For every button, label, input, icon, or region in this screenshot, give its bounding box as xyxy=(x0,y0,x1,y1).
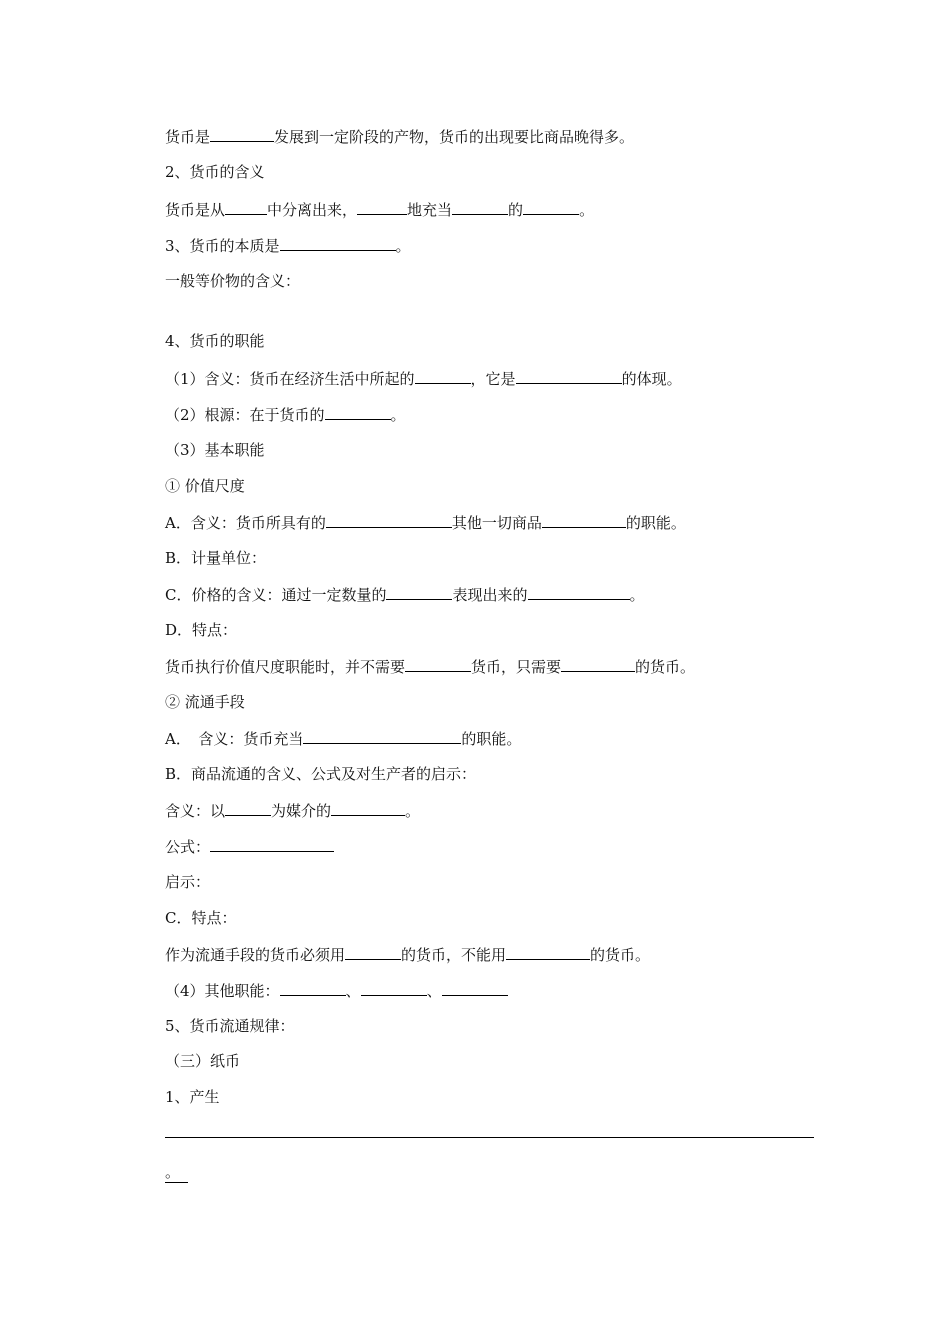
text-line-unit-of-account: B．计量单位： xyxy=(165,549,267,567)
fill-blank[interactable] xyxy=(442,978,508,996)
heading-basic-functions: （3）基本职能 xyxy=(165,441,265,459)
text-line-function-source: （2）根源：在于货币的 。 xyxy=(165,402,406,426)
text-line-circulation-law: 5、货币流通规律： xyxy=(165,1017,295,1035)
fill-blank[interactable] xyxy=(210,124,274,142)
fill-blank[interactable] xyxy=(561,654,635,672)
fill-blank[interactable] xyxy=(506,942,590,960)
text-line-commodity-circulation: B．商品流通的含义、公式及对生产者的启示： xyxy=(165,765,477,783)
text-line-money-essence: 3、货币的本质是 。 xyxy=(165,233,411,257)
fill-blank[interactable] xyxy=(325,402,391,420)
text-line-origin: 1、产生 xyxy=(165,1088,220,1106)
heading-paper-money: （三）纸币 xyxy=(165,1052,241,1070)
fill-blank[interactable] xyxy=(225,197,267,215)
text-line-formula: 公式： xyxy=(165,834,334,858)
fill-blank[interactable] xyxy=(280,978,346,996)
text-line-other-functions: （4）其他职能： 、 、 xyxy=(165,978,508,1002)
text-line-value-measure-meaning: A．含义：货币所具有的 其他一切商品 的职能。 xyxy=(165,510,686,534)
fill-blank[interactable] xyxy=(210,834,334,852)
fill-blank[interactable] xyxy=(386,582,452,600)
fill-blank[interactable] xyxy=(225,798,271,816)
text-line-value-measure-feature: 货币执行价值尺度职能时，并不需要 货币，只需要 的货币。 xyxy=(165,654,695,678)
fill-blank[interactable] xyxy=(405,654,471,672)
fill-blank[interactable] xyxy=(331,798,405,816)
answer-line[interactable] xyxy=(165,1137,814,1138)
text-line-circulation-definition: 含义：以 为媒介的 。 xyxy=(165,798,420,822)
fill-blank[interactable] xyxy=(357,197,407,215)
text-line-price-meaning: C．价格的含义：通过一定数量的 表现出来的 。 xyxy=(165,582,645,606)
fill-blank[interactable] xyxy=(280,233,396,251)
fill-blank[interactable] xyxy=(528,582,630,600)
text-line-money-origin: 货币是 发展到一定阶段的产物，货币的出现要比商品晚得多。 xyxy=(165,124,634,148)
fill-blank[interactable] xyxy=(303,726,461,744)
text-line-equivalent-meaning: 一般等价物的含义： xyxy=(165,272,301,290)
text-line-features-c: C．特点： xyxy=(165,909,237,927)
fill-blank[interactable] xyxy=(326,510,452,528)
heading-value-measure: ① 价值尺度 xyxy=(165,477,245,495)
text-line-money-definition: 货币是从 中分离出来， 地充当 的 。 xyxy=(165,197,594,221)
text-line-features-d: D．特点： xyxy=(165,621,238,639)
heading-money-meaning: 2、货币的含义 xyxy=(165,163,265,181)
fill-blank[interactable] xyxy=(523,197,579,215)
fill-blank[interactable] xyxy=(361,978,427,996)
fill-blank[interactable] xyxy=(516,366,622,384)
fill-blank[interactable] xyxy=(542,510,626,528)
heading-circulation-means: ② 流通手段 xyxy=(165,693,245,711)
fill-blank[interactable] xyxy=(345,942,401,960)
heading-money-functions: 4、货币的职能 xyxy=(165,332,265,350)
text-line-circulation-meaning: A． 含义：货币充当 的职能。 xyxy=(165,726,521,750)
end-period: 。 xyxy=(165,1162,188,1183)
fill-blank[interactable] xyxy=(415,366,471,384)
text-line-insight: 启示： xyxy=(165,873,211,891)
text-line-function-meaning: （1）含义：货币在经济生活中所起的 ，它是 的体现。 xyxy=(165,366,682,390)
fill-blank[interactable] xyxy=(452,197,508,215)
text-line-circulation-feature: 作为流通手段的货币必须用 的货币，不能用 的货币。 xyxy=(165,942,650,966)
